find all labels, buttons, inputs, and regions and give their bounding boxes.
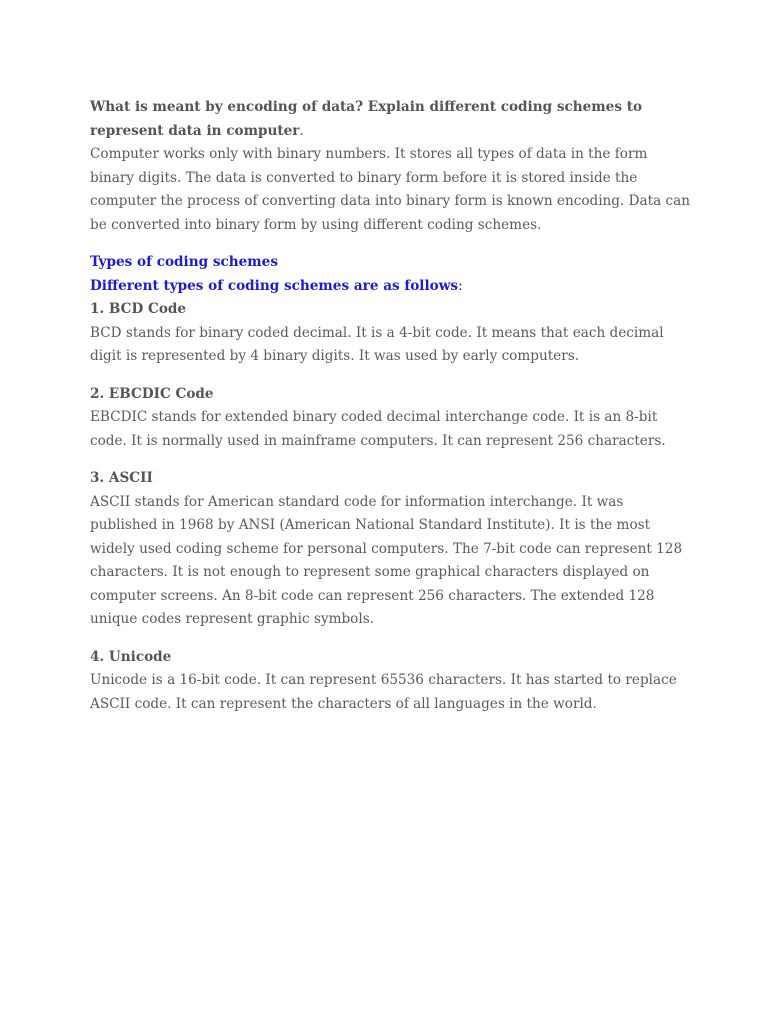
types-heading: Types of coding schemes [90, 254, 278, 270]
question-paragraph [90, 96, 690, 143]
document-body [90, 96, 690, 716]
section-title-ascii: 3. ASCII [90, 470, 153, 486]
types-subheading-colon: : [458, 277, 463, 294]
types-subheading: Different types of coding schemes are as follows [90, 277, 459, 294]
section-title-unicode: 4. Unicode [90, 648, 172, 665]
section-body-unicode: Unicode is a 16-bit code. It can represent 65536 characters. It has started to replace ASCII code. It can represent the characters of all languages in the world. [90, 672, 677, 712]
section-title-bcd: 1. BCD Code [90, 301, 187, 317]
types-subheading-line [90, 275, 690, 299]
question-heading: What is meant by encoding of data? Explain different coding schemes to represent data in computer [90, 99, 643, 139]
section-body-bcd: BCD stands for binary coded decimal. It is a 4-bit code. It means that each decimal digit is represented by 4 binary digits. It was used by early computers. [90, 324, 664, 364]
section-title-ebcdic: 2. EBCDIC Code [90, 385, 214, 402]
section-body-ebcdic: EBCDIC stands for extended binary coded decimal interchange code. It is an 8-bit code. It is normally used in mainframe computers. It can represent 256 characters. [90, 409, 666, 449]
section-body-ascii: ASCII stands for American standard code for information interchange. It was published in 1968 by ANSI (American National Standard Institute). It is the most widely used coding scheme for personal computers. The 7-bit code can represent 128 characters. It is not enough to represent some graphical characters displayed on computer screens. An 8-bit code can represent 256 characters. The extended 128 unique codes represent graphic symbols. [90, 493, 683, 627]
question-period: . [299, 122, 304, 139]
intro-paragraph: Computer works only with binary numbers. It stores all types of data in the form binary digits. The data is converted to binary form before it is stored inside the computer the process of converting data into binary form is known encoding. Data can be converted into binary form by using different coding schemes. [90, 146, 691, 233]
